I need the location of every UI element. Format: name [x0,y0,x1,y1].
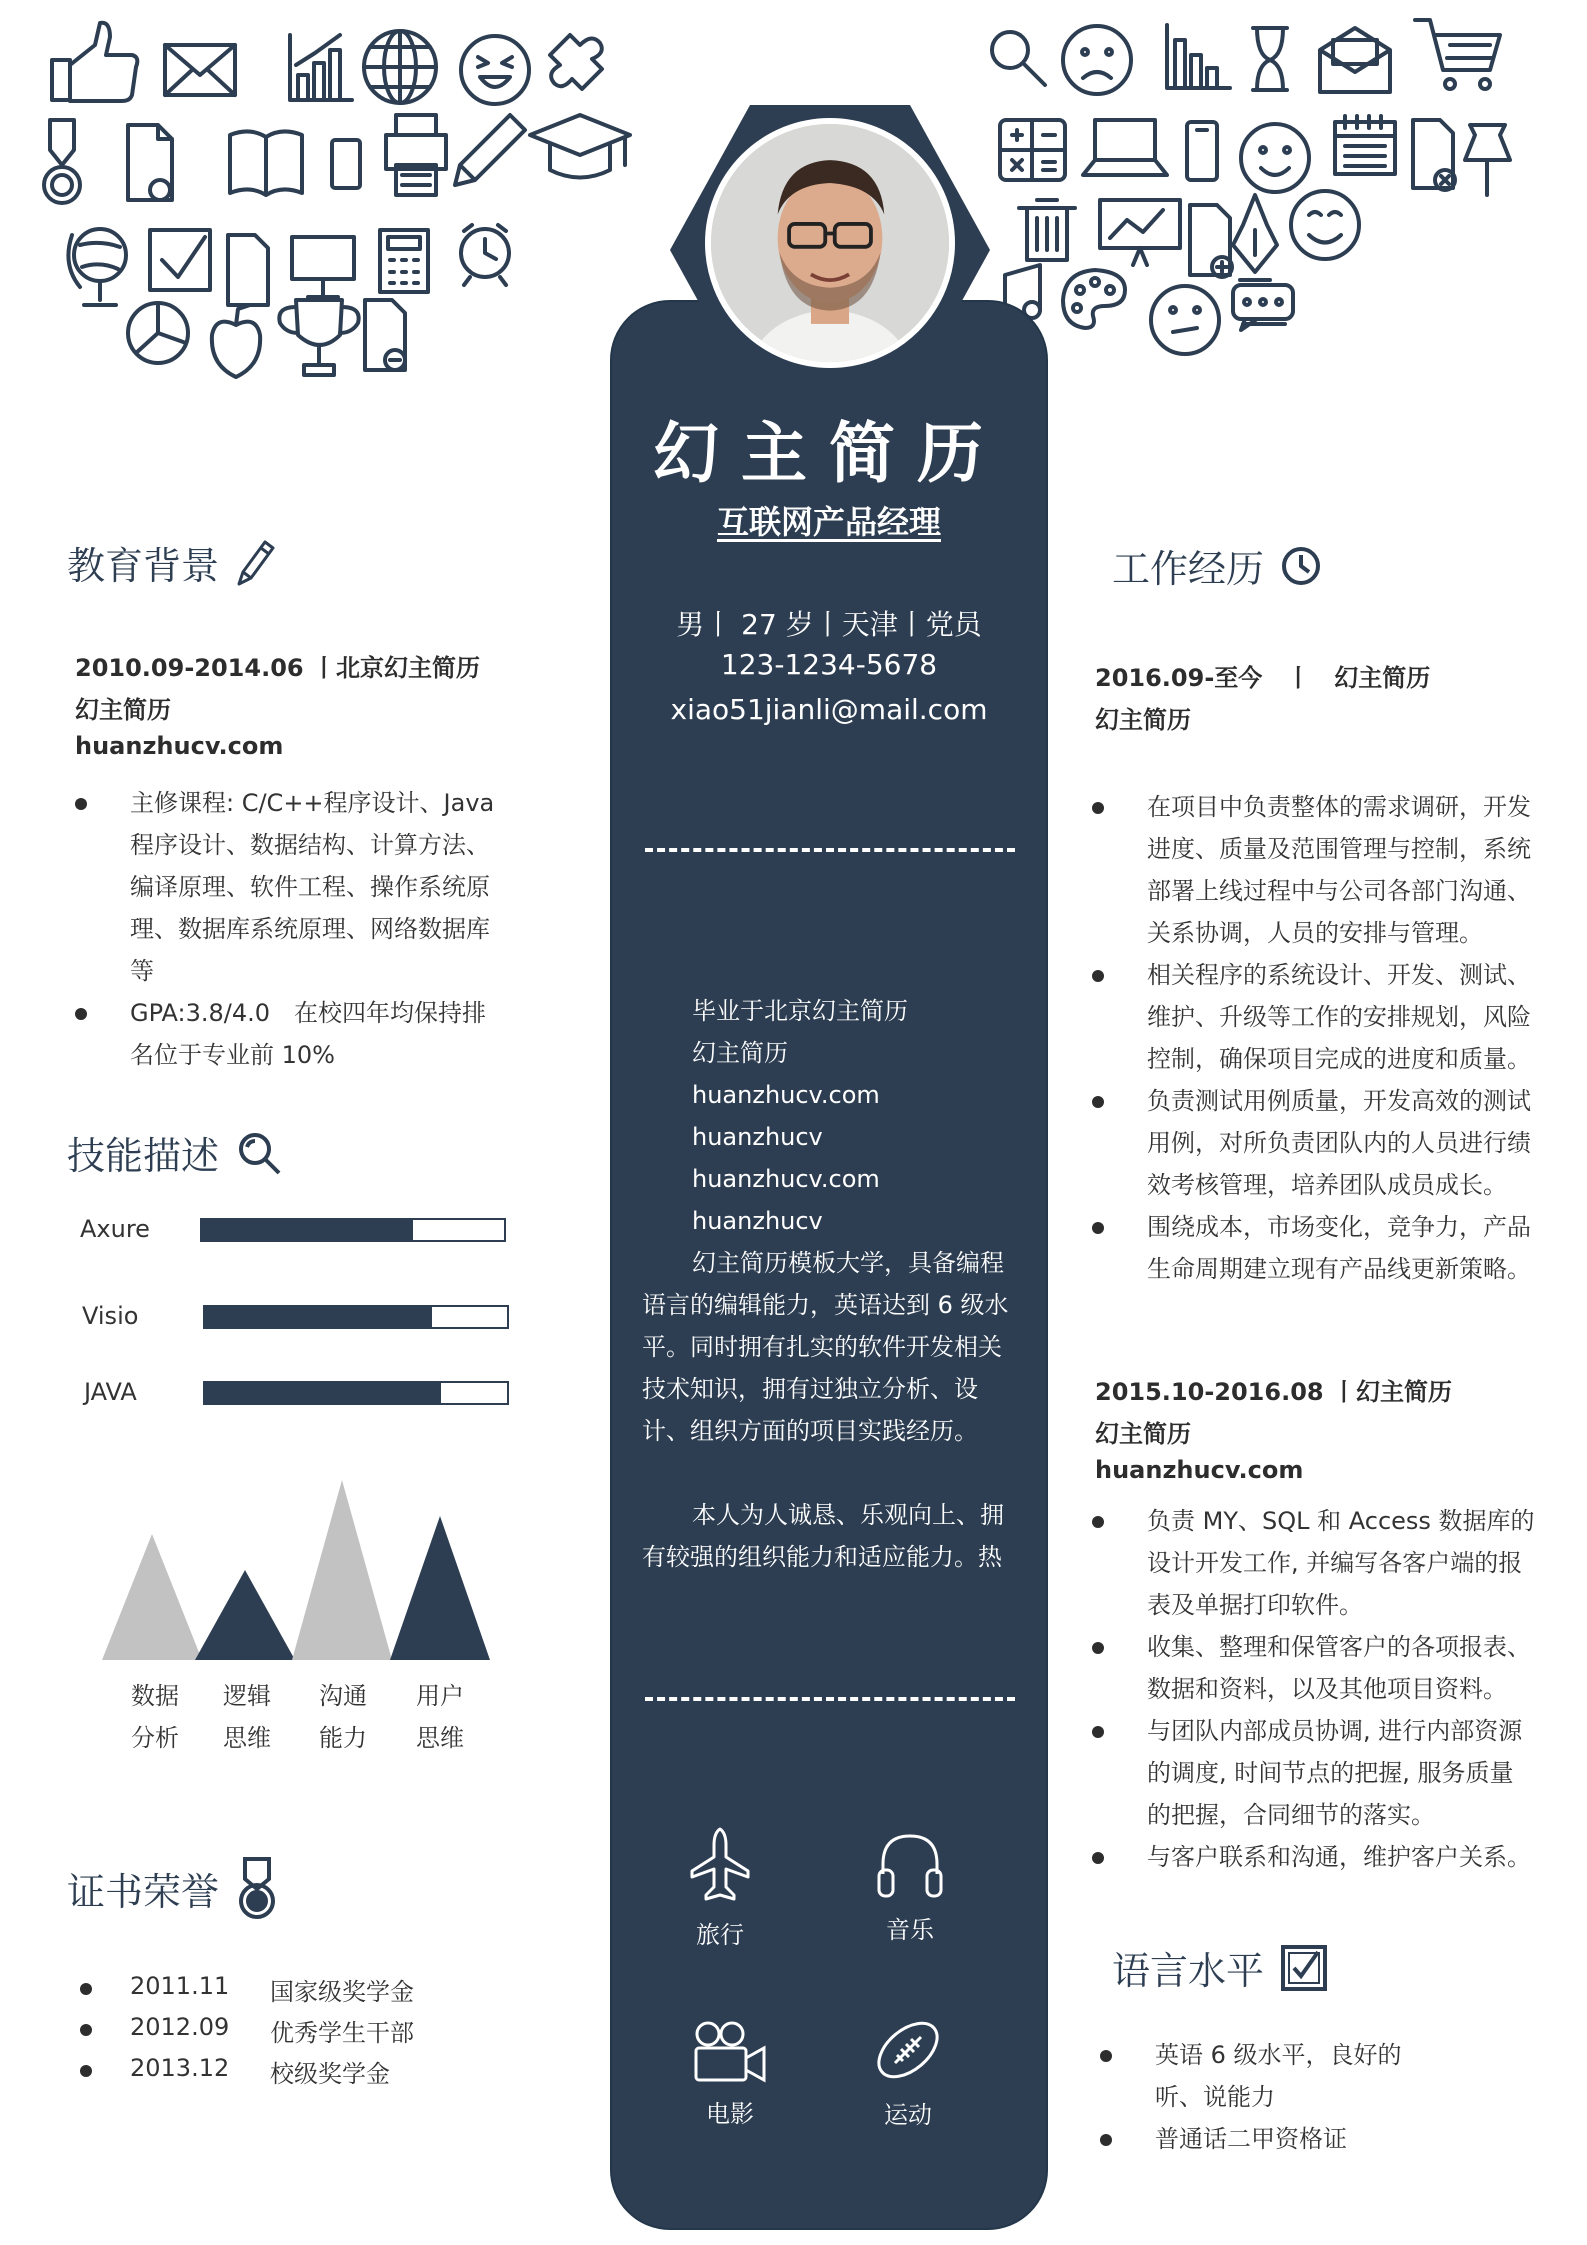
certificate-row [80,2054,390,2089]
search-icon [235,1129,283,1177]
document-plus-icon [1190,205,1232,277]
presentation-icon [1100,200,1180,265]
ability-label-line: 思维 [416,1724,464,1752]
work-section-title [1112,538,1322,593]
section-title-text: 教育背景 [67,544,220,588]
decorative-icons-left [40,15,680,385]
smile-face-icon [1241,124,1309,192]
education-bullets [75,782,495,1076]
section-title-text: 工作经历 [1112,547,1265,591]
divider-top [645,848,1015,852]
laptop-icon [1083,120,1167,175]
calculator-icon-2 [1000,120,1065,180]
education-line-2: 幻主简历 [75,696,171,724]
document-check-icon [128,125,172,200]
intro-line: huanzhucv [692,1207,823,1235]
pencil-icon [455,115,525,185]
list-item: GPA:3.8/4.0 在校四年均保持排名位于专业前 10% [75,992,495,1076]
medal-icon [44,120,80,203]
skill-name: JAVA [84,1378,137,1406]
hobby-label: 音乐 [886,1916,934,1944]
shopping-cart-icon [1415,20,1500,89]
job-2-bullets [1092,1500,1537,1878]
skill-bar [200,1218,506,1242]
language-bullets [1100,2034,1430,2160]
phone-number: 123-1234-5678 [720,648,938,681]
neutral-face-icon [1151,286,1219,354]
ability-triangle [390,1516,490,1660]
pie-chart-icon [128,303,188,363]
list-item: 英语 6 级水平，良好的听、说能力 [1100,2034,1430,2118]
alarm-clock-icon [461,225,509,285]
list-item: 与团队内部成员协调, 进行内部资源的调度, 时间节点的把握, 服务质量的把握，合同细节的落实。 [1092,1710,1537,1836]
section-title-text: 证书荣誉 [67,1869,220,1914]
hobby-travel [650,1825,790,1950]
intro-line: huanzhucv [692,1123,823,1151]
medal-icon [235,1855,279,1921]
job-1-bullets [1092,786,1537,1290]
certificate-year: 2013.12 [130,2054,230,2082]
list-item: 收集、整理和保管客户的各项报表、数据和资料，以及其他项目资料。 [1092,1626,1537,1710]
job-2-period-company: 2015.10-2016.08 丨幻主简历 [1095,1378,1452,1406]
hobby-sports [838,2015,978,2130]
list-item: 主修课程: C/C++程序设计、Java 程序设计、数据结构、计算方法、编译原理、软件工程、操作系统原理、数据库系统原理、网络数据库等 [75,782,495,992]
ability-label-line: 能力 [319,1724,367,1752]
printer-icon [386,115,446,195]
education-period-school: 2010.09-2014.06 丨北京幻主简历 [75,654,480,682]
list-item: 围绕成本，市场变化，竞争力，产品生命周期建立现有产品线更新策略。 [1092,1206,1537,1290]
list-item: 普通话二甲资格证 [1100,2118,1430,2160]
job-2-line-3: huanzhucv.com [1095,1456,1304,1484]
intro-paragraph-1: 幻主简历模板大学，具备编程语言的编辑能力，英语达到 6 级水平。同时拥有扎实的软件开发相关技术知识，拥有过独立分析、设计、组织方面的项目实践经历。 [642,1249,1009,1445]
skill-name: Visio [82,1302,139,1330]
tablet-icon [332,140,360,188]
sad-face-icon [1063,26,1131,94]
skill-bar [203,1305,509,1329]
certificate-row [80,2013,414,2048]
ability-label [115,1675,195,1759]
hourglass-icon [1253,28,1287,90]
job-1-period-company: 2016.09-至今 丨 幻主简历 [1095,664,1431,692]
intro-paragraph-2: 本人为人诚恳、乐观向上、拥有较强的组织能力和适应能力。热 [642,1501,1004,1571]
self-intro [642,990,1018,1578]
certificate-name: 国家级奖学金 [270,1978,414,2006]
hobby-movie [660,2020,800,2129]
chat-bubbles-icon [1233,285,1293,330]
pencil-icon [235,538,275,588]
happy-face-icon [1291,191,1359,259]
certificate-year: 2012.09 [130,2013,230,2041]
skill-name: Axure [80,1215,150,1243]
palette-icon [1063,270,1125,328]
section-title-text: 语言水平 [1112,1949,1265,1993]
ability-label-line: 沟通 [319,1682,367,1710]
list-item: 负责 MY、SQL 和 Access 数据库的设计开发工作, 并编写各客户端的报表及单据打印软件。 [1092,1500,1537,1626]
email-address: xiao51jianli@mail.com [670,693,988,726]
movie-camera-icon [692,2020,768,2084]
ability-label [207,1675,287,1759]
ability-triangle [292,1480,392,1660]
intro-line: 幻主简历 [692,1039,788,1067]
skill-fill [202,1220,413,1240]
ability-label-line: 逻辑 [223,1682,271,1710]
document-x-icon [1413,120,1455,190]
avatar [705,118,955,368]
document-minus-icon [365,300,405,370]
phone-icon [1187,122,1217,180]
ability-label-line: 分析 [131,1724,179,1752]
certificate-year: 2011.11 [130,1972,230,2000]
hobby-label: 电影 [706,2100,754,2128]
ability-label-line: 思维 [223,1724,271,1752]
bar-chart-icon-2 [1167,25,1230,88]
intro-line: huanzhucv.com [692,1165,880,1193]
intro-line: 毕业于北京幻主简历 [692,997,908,1025]
clock-icon [1280,545,1322,587]
open-book-icon [230,131,302,195]
ability-label-line: 用户 [416,1682,464,1710]
ability-label [303,1675,383,1759]
intro-line: huanzhucv.com [692,1081,880,1109]
bullet-dot [80,2065,92,2077]
checkbox-icon [1280,1944,1328,1992]
skill-fill [205,1307,432,1327]
trash-icon [1019,200,1075,260]
ability-triangle [195,1570,295,1660]
magnifier-icon [992,32,1045,85]
football-icon [873,2015,943,2085]
certificate-row [80,1972,414,2007]
ability-triangle [102,1534,202,1660]
skill-bar [203,1381,509,1405]
divider-bottom [645,1697,1015,1701]
bar-chart-icon [290,35,352,100]
calendar-icon [1335,116,1395,174]
skills-section-title [67,1125,283,1180]
certificate-name: 校级奖学金 [270,2060,390,2088]
apple-icon [212,305,260,377]
desk-globe-icon [68,229,126,305]
headphones-icon [875,1830,945,1900]
checkbox-icon [150,230,210,290]
hobby-label: 旅行 [696,1921,744,1949]
laughing-face-icon [461,36,529,104]
list-item: 负责测试用例质量，开发高效的测试用例，对所负责团队内的人员进行绩效考核管理，培养团队成员成长。 [1092,1080,1537,1206]
globe-icon [364,31,436,103]
job-1-line-2: 幻主简历 [1095,706,1191,734]
trophy-icon [279,300,358,375]
education-section-title [67,535,275,590]
airplane-icon [690,1825,750,1905]
thumbs-up-icon [52,23,137,101]
ability-triangles [90,1470,510,1670]
monitor-icon [292,237,354,297]
list-item: 相关程序的系统设计、开发、测试、维护、升级等工作的安排规划，风险控制，确保项目完成的进度和质量。 [1092,954,1537,1080]
bullet-dot [80,1983,92,1995]
envelope-open-icon [1320,28,1390,92]
resume-name: 幻主简历 [653,415,1005,492]
bullet-dot [80,2024,92,2036]
skill-fill [205,1383,441,1403]
list-item: 在项目中负责整体的需求调研，开发进度、质量及范围管理与控制，系统部署上线过程中与公司各部门沟通、关系协调，人员的安排与管理。 [1092,786,1537,954]
education-line-3: huanzhucv.com [75,732,284,756]
decorative-icons-right [985,10,1545,365]
job-title: 互联网产品经理 [716,503,941,541]
hobby-label: 运动 [884,2101,932,2129]
list-item: 与客户联系和沟通，维护客户关系。 [1092,1836,1537,1878]
job-2-line-2: 幻主简历 [1095,1420,1191,1448]
document-icon [228,235,268,305]
certificate-name: 优秀学生干部 [270,2019,414,2047]
ability-label [400,1675,480,1759]
pushpin-icon [1465,125,1510,195]
envelope-icon [165,45,235,95]
language-section-title [1112,1940,1328,1995]
graduation-cap-icon [530,115,630,178]
calculator-icon [380,230,428,292]
ability-label-line: 数据 [131,1682,179,1710]
puzzle-icon [550,35,602,89]
basic-info: 男丨 27 岁丨天津丨党员 [676,608,982,641]
section-title-text: 技能描述 [67,1134,220,1178]
hobby-music [840,1830,980,1945]
fountain-pen-icon [1233,195,1277,280]
certificates-section-title [67,1855,279,1921]
